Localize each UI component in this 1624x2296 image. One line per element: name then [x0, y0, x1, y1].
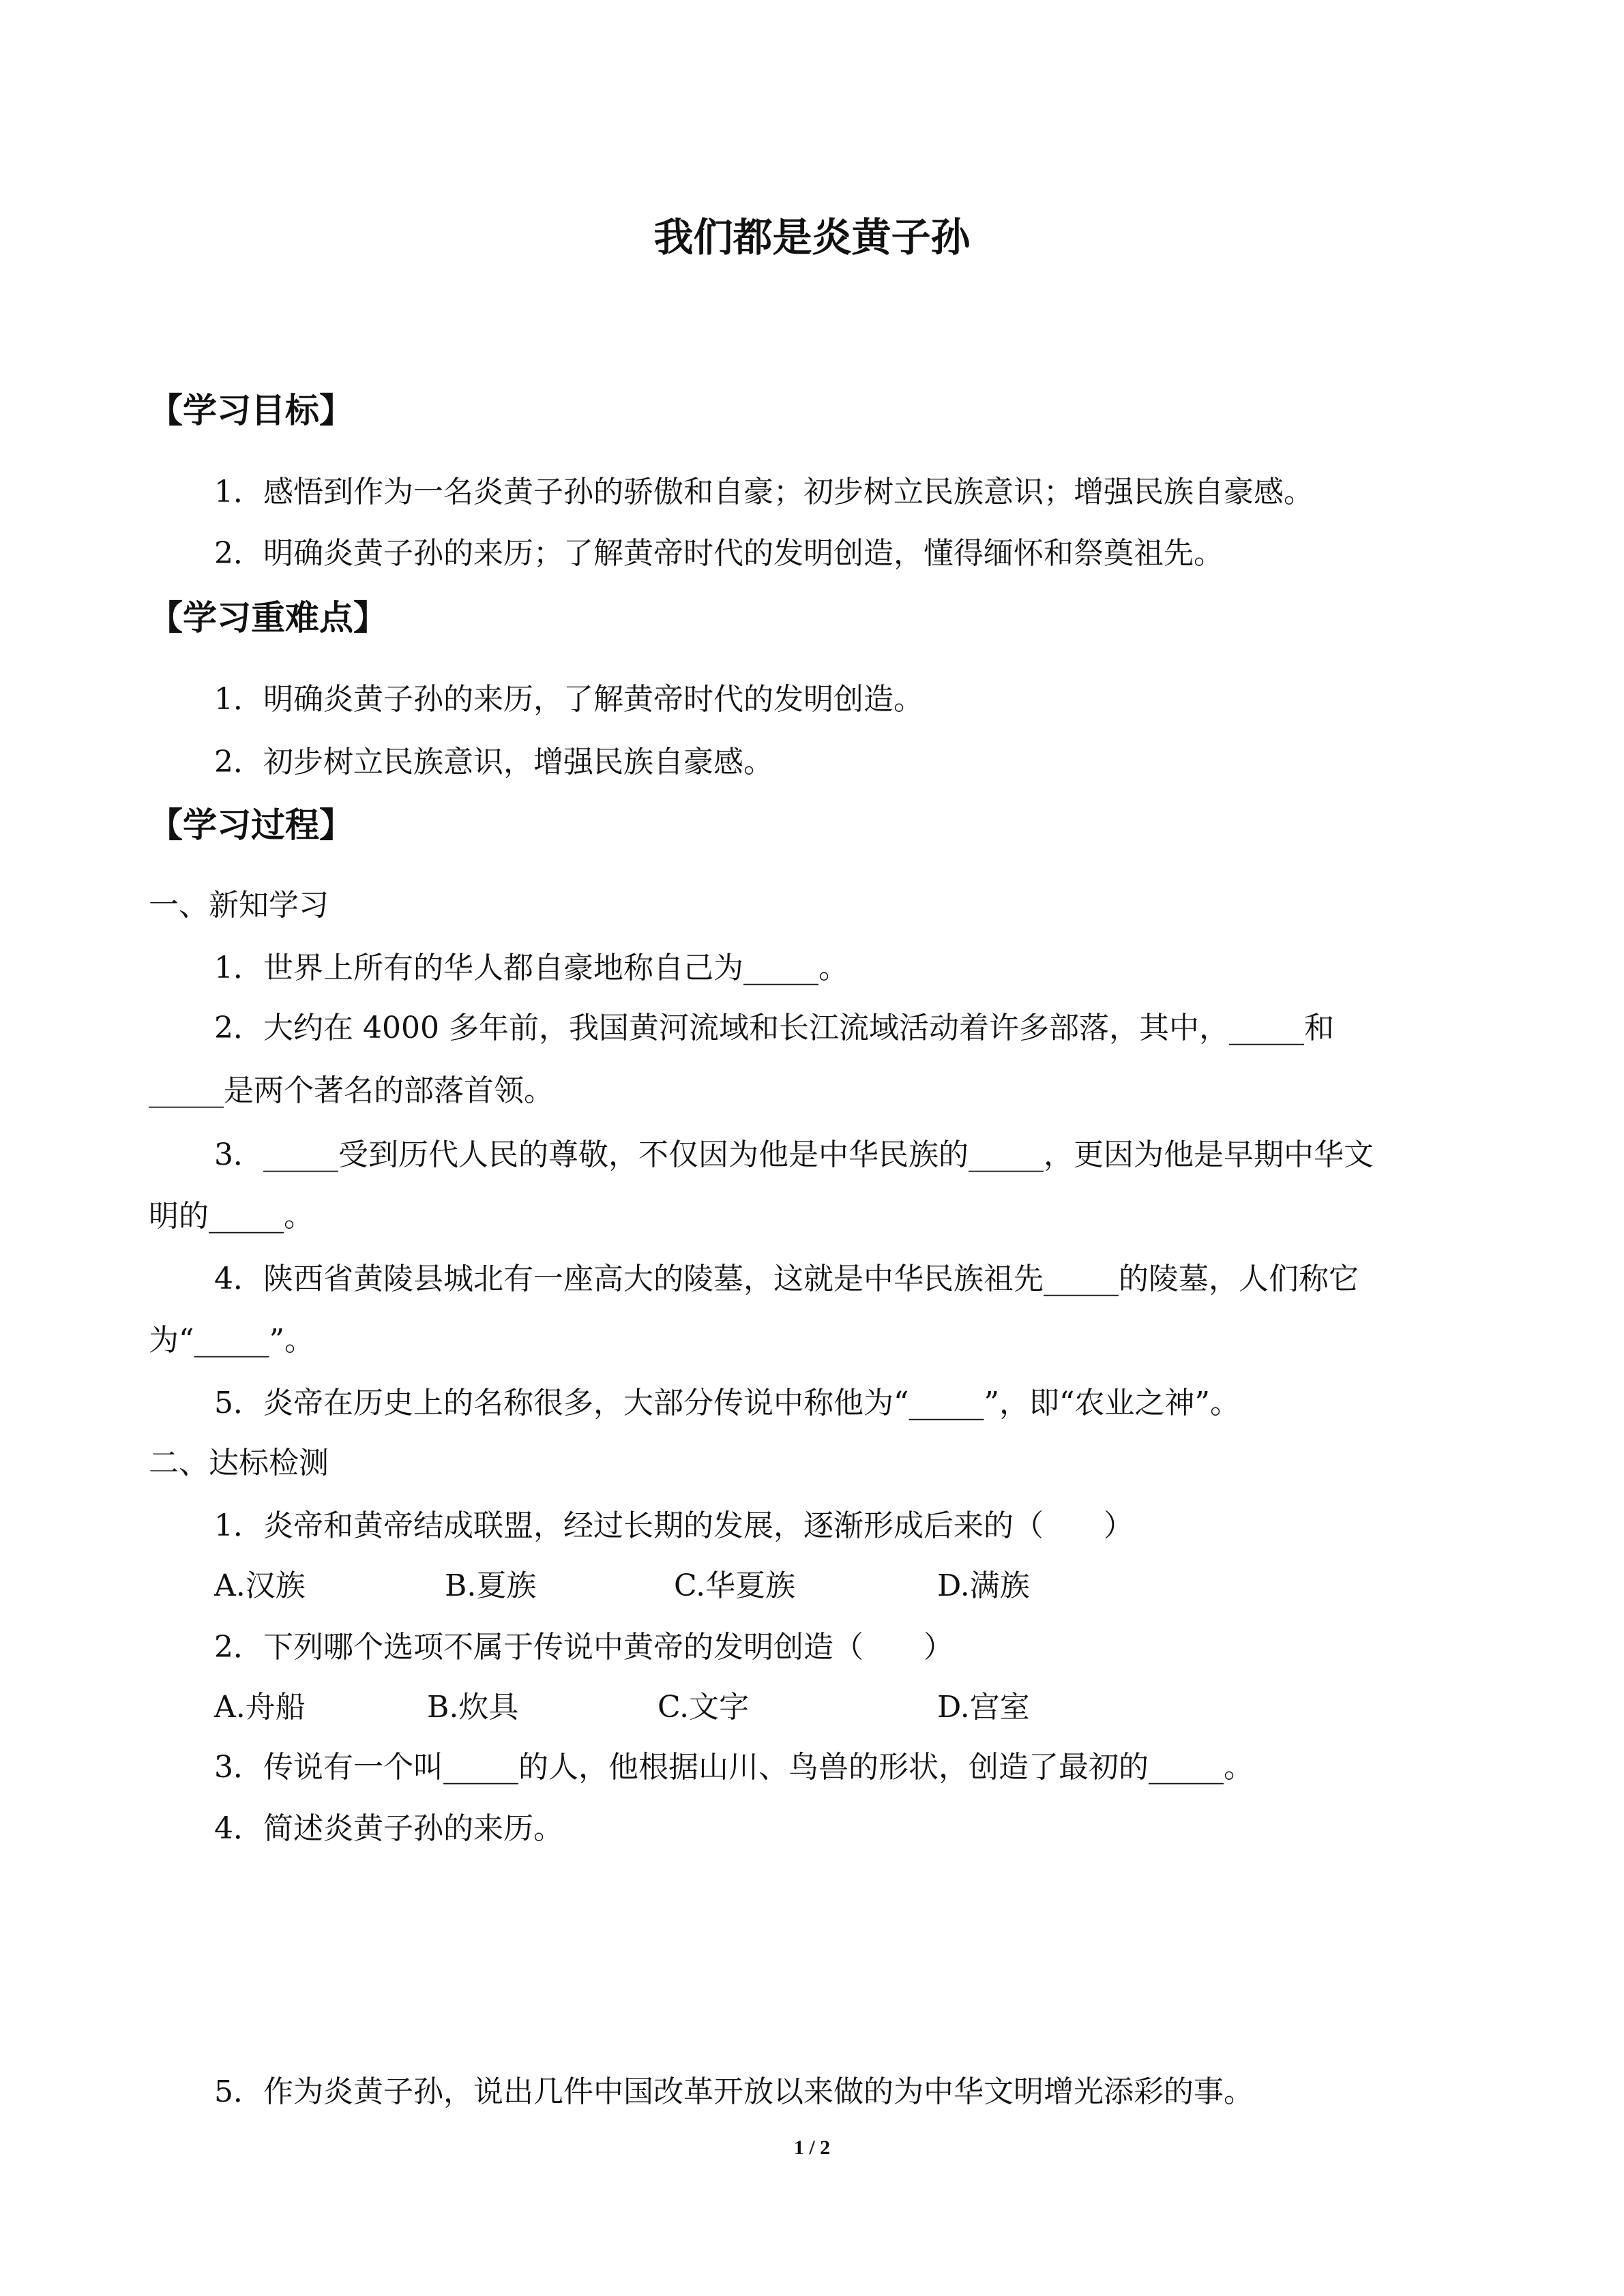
key-point-item: 1．明确炎黄子孙的来历，了解黄帝时代的发明创造。 — [214, 682, 924, 717]
short-answer-question: 5．作为炎黄子孙，说出几件中国改革开放以来做的为中华文明增光添彩的事。 — [214, 2074, 1254, 2109]
fill-blank-question: 5．炎帝在历史上的名称很多，大部分传说中称他为“_____”，即“农业之神”。 — [214, 1386, 1240, 1420]
short-answer-question: 4．简述炎黄子孙的来历。 — [214, 1811, 563, 1846]
fill-blank-question-continued: _____是两个著名的部落首领。 — [149, 1073, 554, 1108]
fill-blank-question-continued: 为“_____”。 — [149, 1323, 314, 1358]
choice-option: B.炊具 — [427, 1690, 519, 1725]
choice-option: D.宫室 — [937, 1690, 1030, 1725]
fill-blank-question: 3．传说有一个叫_____的人，他根据山川、鸟兽的形状，创造了最初的_____。 — [214, 1750, 1254, 1785]
choice-option: A.舟船 — [214, 1690, 306, 1725]
subsection-heading-new-knowledge: 一、新知学习 — [149, 888, 329, 923]
goal-item: 2．明确炎黄子孙的来历；了解黄帝时代的发明创造，懂得缅怀和祭奠祖先。 — [214, 536, 1224, 571]
choice-question: 1．炎帝和黄帝结成联盟，经过长期的发展，逐渐形成后来的（ ） — [214, 1508, 1134, 1543]
section-heading-goals: 【学习目标】 — [149, 391, 353, 430]
fill-blank-question: 2．大约在 4000 多年前，我国黄河流域和长江流域活动着许多部落，其中，_____和 — [214, 1011, 1334, 1045]
section-heading-process: 【学习过程】 — [149, 805, 353, 845]
fill-blank-question: 3．_____受到历代人民的尊敬，不仅因为他是中华民族的_____，更因为他是早期中华文 — [214, 1137, 1374, 1172]
subsection-heading-assessment: 二、达标检测 — [149, 1446, 329, 1480]
choice-option: C.文字 — [658, 1690, 750, 1725]
choice-question: 2．下列哪个选项不属于传说中黄帝的发明创造（ ） — [214, 1630, 954, 1665]
fill-blank-question: 1．世界上所有的华人都自豪地称自己为_____。 — [214, 951, 848, 985]
goal-item: 1．感悟到作为一名炎黄子孙的骄傲和自豪；初步树立民族意识；增强民族自豪感。 — [214, 475, 1314, 509]
page-number: 1 / 2 — [793, 2136, 831, 2159]
fill-blank-question-continued: 明的_____。 — [149, 1199, 314, 1234]
choice-option: A.汉族 — [214, 1568, 306, 1603]
choice-option: B.夏族 — [445, 1568, 537, 1603]
section-heading-key-points: 【学习重难点】 — [149, 598, 387, 638]
choice-option: C.华夏族 — [674, 1568, 796, 1603]
choice-option: D.满族 — [937, 1568, 1030, 1603]
fill-blank-question: 4．陕西省黄陵县城北有一座高大的陵墓，这就是中华民族祖先_____的陵墓，人们称它 — [214, 1262, 1359, 1296]
page-title: 我们都是炎黄子孙 — [653, 214, 971, 260]
key-point-item: 2．初步树立民族意识，增强民族自豪感。 — [214, 745, 773, 779]
